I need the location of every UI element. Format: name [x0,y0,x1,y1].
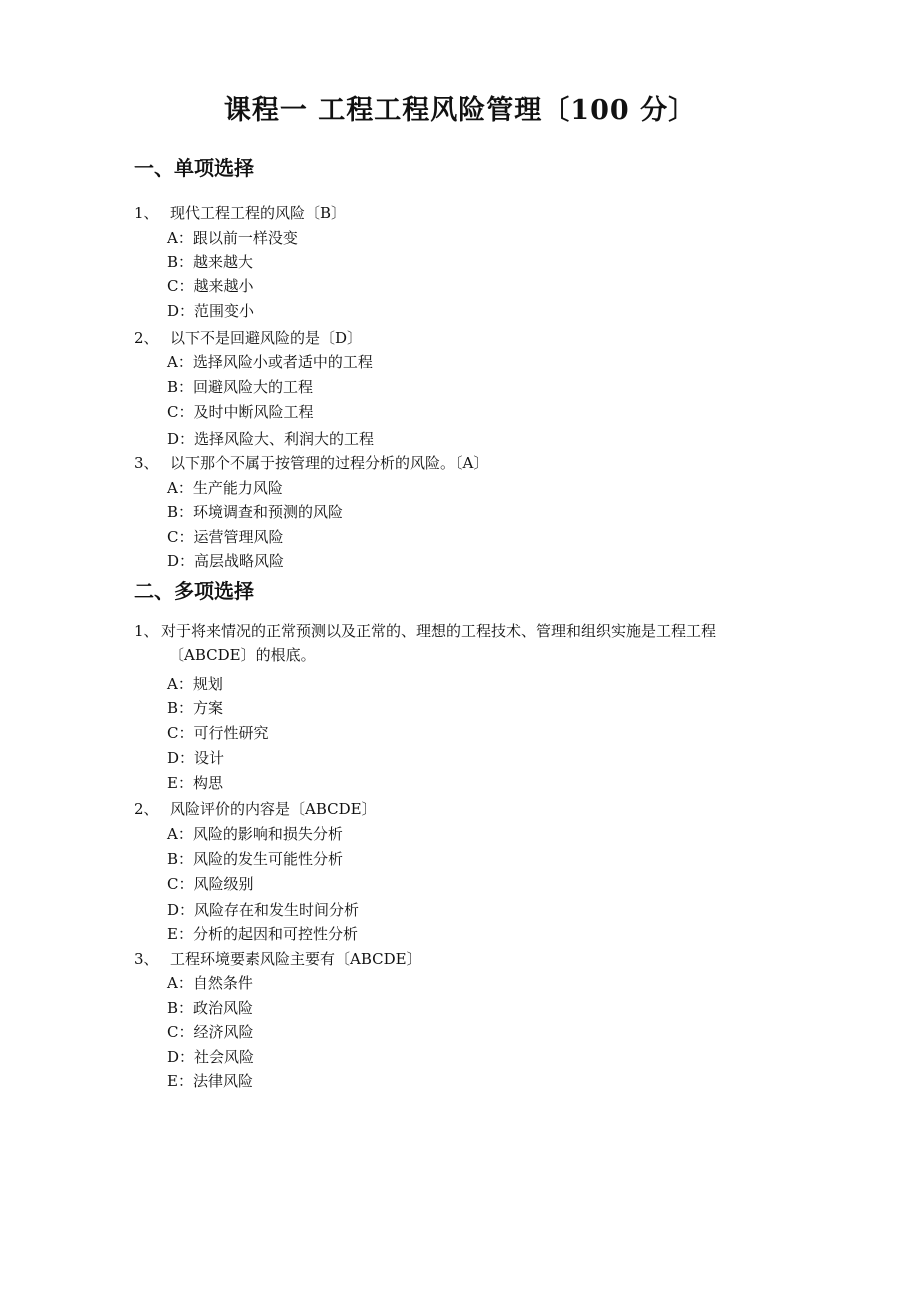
question-number: 2、 [134,329,159,347]
page-title: 课程一 工程工程风险管理〔100 分〕 [223,95,697,126]
question-text: 对于将来情况的正常预测以及正常的、理想的工程技术、管理和组织实施是工程工程 [161,622,717,640]
option-item: B：政治风险 [167,999,254,1017]
option-item: B：环境调查和预测的风险 [167,503,344,521]
section-heading-multiple-choice: 二、多项选择 [134,579,254,603]
option-item: E：法律风险 [167,1072,253,1090]
question-single-3 [134,452,488,473]
option-item: A：跟以前一样没变 [167,229,298,247]
option-item: A：规划 [167,675,223,693]
question-number: 1、 [134,204,159,222]
question-text: 风险评价的内容是〔ABCDE〕 [170,800,377,818]
question-number: 1、 [134,622,159,640]
option-item: D：高层战略风险 [167,552,285,570]
option-item: D：选择风险大、利润大的工程 [167,430,375,448]
option-item: C：经济风险 [167,1023,254,1041]
option-item: E：构思 [167,774,223,792]
option-item: D：范围变小 [167,302,255,320]
option-item: C：越来越小 [167,277,254,295]
question-number: 3、 [134,950,159,968]
question-number: 2、 [134,800,159,818]
option-item: A：生产能力风险 [167,479,283,497]
question-single-1 [134,202,346,223]
question-number: 3、 [134,454,159,472]
question-text: 以下那个不属于按管理的过程分析的风险。〔A〕 [170,454,489,472]
question-multi-3 [134,948,422,969]
option-item: C：及时中断风险工程 [167,403,314,421]
option-item: D：社会风险 [167,1048,255,1066]
option-item: E：分析的起因和可控性分析 [167,925,358,943]
option-item: A：风险的影响和损失分析 [167,825,343,843]
section-heading-single-choice: 一、单项选择 [134,156,254,180]
option-item: C：运营管理风险 [167,528,284,546]
option-item: D：风险存在和发生时间分析 [167,901,360,919]
question-text: 工程环境要素风险主要有〔ABCDE〕 [170,950,422,968]
option-item: C：可行性研究 [167,724,269,742]
option-item: B：越来越大 [167,253,254,271]
option-item: D：设计 [167,749,225,767]
question-text-continued: 〔ABCDE〕的根底。 [169,646,316,664]
option-item: B：方案 [167,699,224,717]
option-item: C：风险级别 [167,875,254,893]
option-item: A：选择风险小或者适中的工程 [167,353,373,371]
question-multi-2 [134,798,377,819]
question-text: 现代工程工程的风险〔B〕 [170,204,347,222]
question-text: 以下不是回避风险的是〔D〕 [170,329,363,347]
question-multi-1 [134,619,784,667]
question-single-2 [134,327,362,348]
option-item: B：风险的发生可能性分析 [167,850,344,868]
option-item: A：自然条件 [167,974,253,992]
option-item: B：回避风险大的工程 [167,378,314,396]
